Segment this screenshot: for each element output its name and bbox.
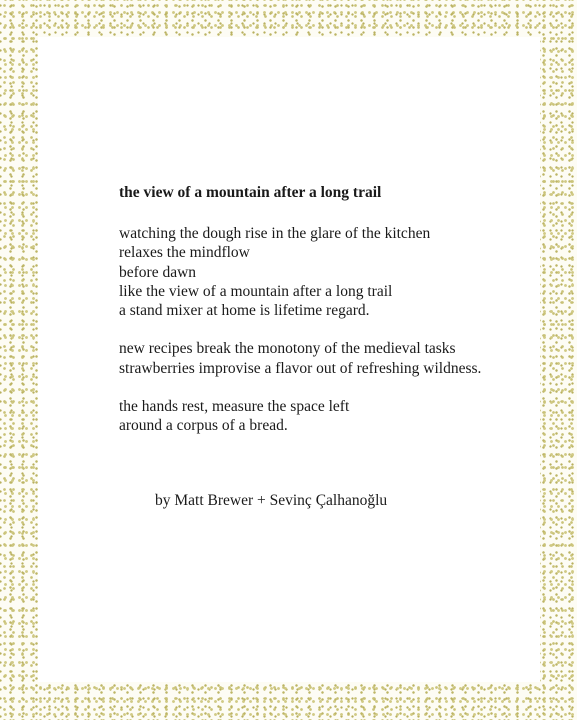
- stanza-gap: [119, 205, 539, 224]
- poem-line: watching the dough rise in the glare of the kitchen: [119, 225, 431, 243]
- poem: [119, 183, 539, 435]
- poem-line: strawberries improvise a flavor out of refreshing wildness.: [119, 359, 482, 377]
- poem-line: the hands rest, measure the space left: [119, 397, 350, 415]
- stanza-gap: [119, 378, 539, 397]
- stanza-2: [119, 339, 539, 377]
- poem-line: new recipes break the monotony of the medieval tasks: [119, 340, 456, 358]
- stanza-gap: [119, 320, 539, 339]
- poem-title: the view of a mountain after a long trail: [119, 184, 382, 201]
- stanza-1: [119, 224, 539, 320]
- poem-line: relaxes the mindflow: [119, 244, 250, 262]
- poem-line: like the view of a mountain after a long trail: [119, 282, 393, 300]
- author-byline: by Matt Brewer + Sevinç Çalhanoğlu: [155, 492, 388, 509]
- stanza-3: [119, 397, 539, 435]
- poem-line: around a corpus of a bread.: [119, 417, 288, 435]
- poem-line: a stand mixer at home is lifetime regard.: [119, 302, 370, 319]
- poem-line: before dawn: [119, 263, 197, 281]
